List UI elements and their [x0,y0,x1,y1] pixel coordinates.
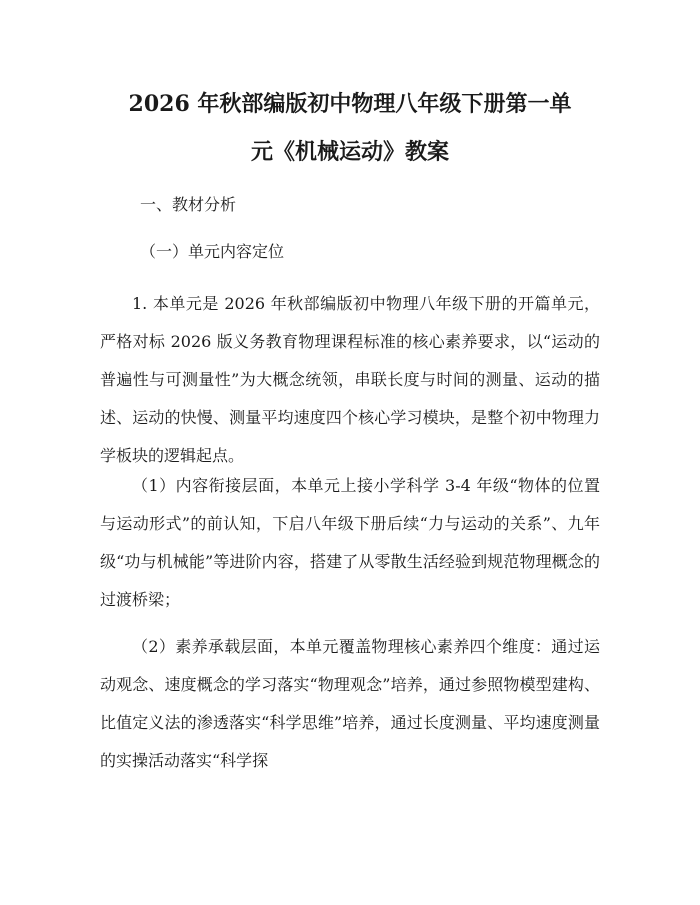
subsection-heading: （一）单元内容定位 [140,242,285,261]
section-heading: 一、教材分析 [140,195,237,214]
paragraph-1: 1. 本单元是 2026 年秋部编版初中物理八年级下册的开篇单元，严格对标 2026 版义务教育物理课程标准的核心素养要求，以“运动的普遍性与可测量性”为大概念统领，串联长度与时间的测量、运动的描述、运动的快慢、测量平均速度四个核心学习模块，是整个初中物理力学板块的逻辑起点。 [100,294,600,465]
paragraph-3: （2）素养承载层面，本单元覆盖物理核心素养四个维度：通过运动观念、速度概念的学习落实“物理观念”培养，通过参照物模型建构、比值定义法的渗透落实“科学思维”培养，通过长度测量、平均速度测量的实操活动落实“科学探 [100,637,600,770]
document-title-line-2: 元《机械运动》教案 [250,139,449,165]
paragraph-2: （1）内容衔接层面，本单元上接小学科学 3-4 年级“物体的位置与运动形式”的前认知，下启八年级下册后续“力与运动的关系”、九年级“功与机械能”等进阶内容，搭建了从零散生活经验到规范物理概念的过渡桥梁； [100,476,600,609]
document-title-line-1: 2026 年秋部编版初中物理八年级下册第一单 [128,91,572,117]
